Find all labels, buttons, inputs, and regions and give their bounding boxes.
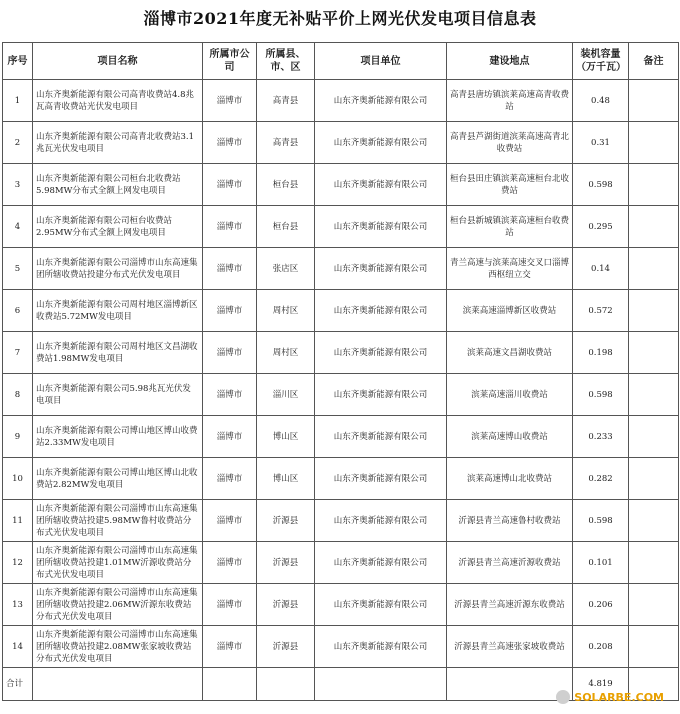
cell-city: 淄博市 bbox=[203, 542, 257, 584]
cell-capacity: 0.295 bbox=[573, 206, 629, 248]
cell-city: 淄博市 bbox=[203, 122, 257, 164]
total-empty-cell bbox=[33, 668, 203, 701]
header-site: 建设地点 bbox=[447, 43, 573, 80]
cell-note bbox=[629, 248, 679, 290]
cell-seq: 9 bbox=[3, 416, 33, 458]
cell-county: 桓台县 bbox=[257, 206, 315, 248]
cell-unit: 山东齐奥新能源有限公司 bbox=[315, 500, 447, 542]
header-name: 项目名称 bbox=[33, 43, 203, 80]
table-row bbox=[3, 206, 679, 248]
cell-site: 滨莱高速文昌湖收费站 bbox=[447, 332, 573, 374]
watermark-text: SOLARBE.COM bbox=[574, 690, 664, 704]
cell-note bbox=[629, 542, 679, 584]
cell-unit: 山东齐奥新能源有限公司 bbox=[315, 80, 447, 122]
cell-site: 青兰高速与滨莱高速交叉口淄博西枢纽立交 bbox=[447, 248, 573, 290]
cell-site: 沂源县青兰高速鲁村收费站 bbox=[447, 500, 573, 542]
cell-city: 淄博市 bbox=[203, 374, 257, 416]
cell-seq: 3 bbox=[3, 164, 33, 206]
cell-county: 张店区 bbox=[257, 248, 315, 290]
cell-name: 山东齐奥新能源有限公司淄博市山东高速集团所辖收费站投建5.98MW鲁村收费站分布式光伏发电项目 bbox=[33, 500, 203, 542]
header-capacity: 装机容量（万千瓦） bbox=[573, 43, 629, 80]
cell-county: 淄川区 bbox=[257, 374, 315, 416]
cell-site: 高青县芦湖街道滨莱高速高青北收费站 bbox=[447, 122, 573, 164]
cell-unit: 山东齐奥新能源有限公司 bbox=[315, 164, 447, 206]
cell-name: 山东齐奥新能源有限公司高青收费站4.8兆瓦高青收费站光伏发电项目 bbox=[33, 80, 203, 122]
cell-capacity: 0.208 bbox=[573, 626, 629, 668]
cell-county: 周村区 bbox=[257, 290, 315, 332]
cell-name: 山东齐奥新能源有限公司5.98兆瓦光伏发电项目 bbox=[33, 374, 203, 416]
cell-seq: 10 bbox=[3, 458, 33, 500]
cell-city: 淄博市 bbox=[203, 416, 257, 458]
cell-note bbox=[629, 458, 679, 500]
cell-county: 沂源县 bbox=[257, 584, 315, 626]
cell-name: 山东齐奥新能源有限公司博山地区博山收费站2.33MW发电项目 bbox=[33, 416, 203, 458]
cell-name: 山东齐奥新能源有限公司高青北收费站3.1兆瓦光伏发电项目 bbox=[33, 122, 203, 164]
cell-unit: 山东齐奥新能源有限公司 bbox=[315, 542, 447, 584]
project-table bbox=[2, 42, 679, 701]
total-capacity: 4.819 bbox=[573, 668, 629, 701]
cell-seq: 1 bbox=[3, 80, 33, 122]
cell-note bbox=[629, 122, 679, 164]
header-seq: 序号 bbox=[3, 43, 33, 80]
header-city: 所属市公司 bbox=[203, 43, 257, 80]
cell-city: 淄博市 bbox=[203, 164, 257, 206]
cell-seq: 2 bbox=[3, 122, 33, 164]
cell-seq: 8 bbox=[3, 374, 33, 416]
cell-city: 淄博市 bbox=[203, 206, 257, 248]
table-row bbox=[3, 122, 679, 164]
cell-note bbox=[629, 584, 679, 626]
table-body bbox=[3, 80, 679, 668]
cell-unit: 山东齐奥新能源有限公司 bbox=[315, 122, 447, 164]
cell-note bbox=[629, 332, 679, 374]
cell-name: 山东齐奥新能源有限公司淄博市山东高速集团所辖收费站投建2.06MW沂源东收费站分布式光伏发电项目 bbox=[33, 584, 203, 626]
cell-unit: 山东齐奥新能源有限公司 bbox=[315, 290, 447, 332]
table-row bbox=[3, 80, 679, 122]
cell-city: 淄博市 bbox=[203, 584, 257, 626]
cell-county: 高青县 bbox=[257, 80, 315, 122]
table-row bbox=[3, 542, 679, 584]
cell-city: 淄博市 bbox=[203, 500, 257, 542]
cell-city: 淄博市 bbox=[203, 626, 257, 668]
cell-capacity: 0.598 bbox=[573, 164, 629, 206]
cell-county: 桓台县 bbox=[257, 164, 315, 206]
cell-county: 沂源县 bbox=[257, 542, 315, 584]
cell-site: 沂源县青兰高速沂源东收费站 bbox=[447, 584, 573, 626]
cell-seq: 6 bbox=[3, 290, 33, 332]
total-empty-cell bbox=[203, 668, 257, 701]
header-note: 备注 bbox=[629, 43, 679, 80]
total-empty-cell bbox=[315, 668, 447, 701]
table-row bbox=[3, 584, 679, 626]
table-row bbox=[3, 626, 679, 668]
cell-name: 山东齐奥新能源有限公司淄博市山东高速集团所辖收费站投建分布式光伏发电项目 bbox=[33, 248, 203, 290]
cell-name: 山东齐奥新能源有限公司周村地区淄博新区收费站5.72MW发电项目 bbox=[33, 290, 203, 332]
cell-seq: 5 bbox=[3, 248, 33, 290]
cell-capacity: 0.48 bbox=[573, 80, 629, 122]
cell-site: 桓台县新城镇滨莱高速桓台收费站 bbox=[447, 206, 573, 248]
cell-site: 滨莱高速博山北收费站 bbox=[447, 458, 573, 500]
cell-seq: 7 bbox=[3, 332, 33, 374]
cell-name: 山东齐奥新能源有限公司淄博市山东高速集团所辖收费站投建1.01MW沂源收费站分布式光伏发电项目 bbox=[33, 542, 203, 584]
cell-capacity: 0.198 bbox=[573, 332, 629, 374]
cell-capacity: 0.14 bbox=[573, 248, 629, 290]
cell-county: 周村区 bbox=[257, 332, 315, 374]
cell-note bbox=[629, 80, 679, 122]
cell-county: 沂源县 bbox=[257, 500, 315, 542]
table-row bbox=[3, 290, 679, 332]
cell-city: 淄博市 bbox=[203, 332, 257, 374]
cell-city: 淄博市 bbox=[203, 290, 257, 332]
cell-capacity: 0.282 bbox=[573, 458, 629, 500]
cell-capacity: 0.572 bbox=[573, 290, 629, 332]
table-row bbox=[3, 164, 679, 206]
cell-name: 山东齐奥新能源有限公司周村地区文昌湖收费站1.98MW发电项目 bbox=[33, 332, 203, 374]
cell-unit: 山东齐奥新能源有限公司 bbox=[315, 584, 447, 626]
table-row bbox=[3, 248, 679, 290]
cell-capacity: 0.598 bbox=[573, 500, 629, 542]
cell-county: 博山区 bbox=[257, 416, 315, 458]
cell-note bbox=[629, 290, 679, 332]
cell-note bbox=[629, 374, 679, 416]
cell-unit: 山东齐奥新能源有限公司 bbox=[315, 374, 447, 416]
table-row bbox=[3, 332, 679, 374]
cell-site: 高青县唐坊镇滨莱高速高青收费站 bbox=[447, 80, 573, 122]
cell-county: 沂源县 bbox=[257, 626, 315, 668]
cell-note bbox=[629, 500, 679, 542]
cell-note bbox=[629, 206, 679, 248]
cell-county: 高青县 bbox=[257, 122, 315, 164]
cell-site: 桓台县田庄镇滨莱高速桓台北收费站 bbox=[447, 164, 573, 206]
cell-capacity: 0.101 bbox=[573, 542, 629, 584]
cell-unit: 山东齐奥新能源有限公司 bbox=[315, 416, 447, 458]
cell-note bbox=[629, 626, 679, 668]
cell-capacity: 0.233 bbox=[573, 416, 629, 458]
cell-unit: 山东齐奥新能源有限公司 bbox=[315, 248, 447, 290]
cell-city: 淄博市 bbox=[203, 458, 257, 500]
cell-name: 山东齐奥新能源有限公司淄博市山东高速集团所辖收费站投建2.08MW张家坡收费站分布式光伏发电项目 bbox=[33, 626, 203, 668]
cell-name: 山东齐奥新能源有限公司桓台北收费站5.98MW分布式全额上网发电项目 bbox=[33, 164, 203, 206]
cell-seq: 4 bbox=[3, 206, 33, 248]
wechat-icon bbox=[556, 690, 570, 704]
cell-site: 沂源县青兰高速沂源收费站 bbox=[447, 542, 573, 584]
cell-note bbox=[629, 164, 679, 206]
cell-seq: 14 bbox=[3, 626, 33, 668]
cell-unit: 山东齐奥新能源有限公司 bbox=[315, 458, 447, 500]
cell-site: 滨莱高速博山收费站 bbox=[447, 416, 573, 458]
cell-site: 滨莱高速淄博新区收费站 bbox=[447, 290, 573, 332]
cell-name: 山东齐奥新能源有限公司博山地区博山北收费站2.82MW发电项目 bbox=[33, 458, 203, 500]
table-row bbox=[3, 500, 679, 542]
cell-unit: 山东齐奥新能源有限公司 bbox=[315, 332, 447, 374]
header-unit: 项目单位 bbox=[315, 43, 447, 80]
cell-site: 滨莱高速淄川收费站 bbox=[447, 374, 573, 416]
cell-unit: 山东齐奥新能源有限公司 bbox=[315, 626, 447, 668]
cell-site: 沂源县青兰高速张家坡收费站 bbox=[447, 626, 573, 668]
cell-capacity: 0.598 bbox=[573, 374, 629, 416]
total-empty-cell bbox=[257, 668, 315, 701]
table-row bbox=[3, 416, 679, 458]
cell-name: 山东齐奥新能源有限公司桓台收费站2.95MW分布式全额上网发电项目 bbox=[33, 206, 203, 248]
cell-seq: 13 bbox=[3, 584, 33, 626]
cell-capacity: 0.31 bbox=[573, 122, 629, 164]
cell-note bbox=[629, 416, 679, 458]
header-county: 所属县、市、区 bbox=[257, 43, 315, 80]
cell-seq: 11 bbox=[3, 500, 33, 542]
cell-unit: 山东齐奥新能源有限公司 bbox=[315, 206, 447, 248]
header-row bbox=[3, 43, 679, 80]
table-row bbox=[3, 374, 679, 416]
table-row bbox=[3, 458, 679, 500]
cell-seq: 12 bbox=[3, 542, 33, 584]
cell-city: 淄博市 bbox=[203, 248, 257, 290]
watermark bbox=[556, 690, 664, 704]
cell-county: 博山区 bbox=[257, 458, 315, 500]
cell-capacity: 0.206 bbox=[573, 584, 629, 626]
page-title: 淄博市2021年度无补贴平价上网光伏发电项目信息表 bbox=[143, 9, 537, 28]
cell-city: 淄博市 bbox=[203, 80, 257, 122]
total-label: 合计 bbox=[3, 668, 33, 701]
total-empty-cell bbox=[447, 668, 573, 701]
